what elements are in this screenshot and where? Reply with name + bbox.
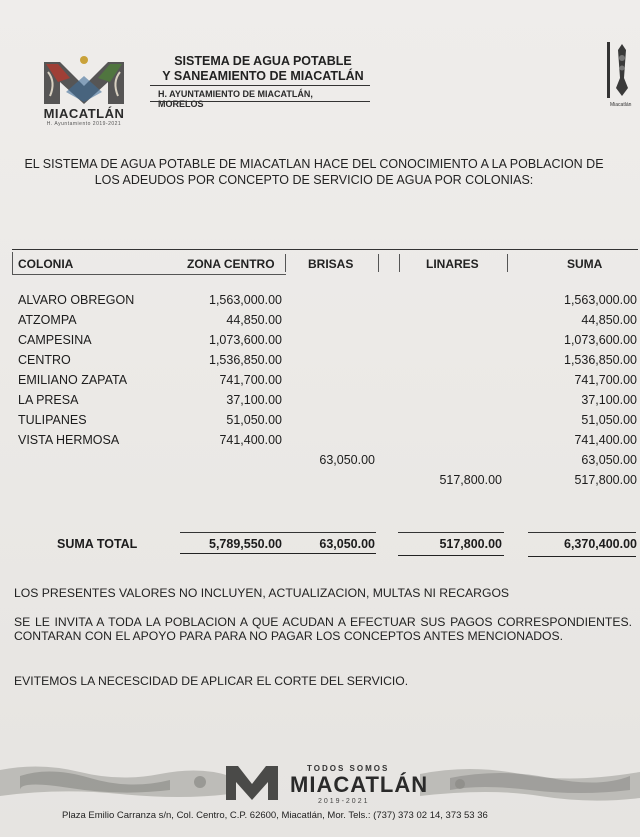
cell-zona-centro: 1,536,850.00	[209, 353, 282, 367]
seal-caption: Miacatlán	[610, 102, 632, 108]
cell-suma: 741,400.00	[574, 433, 637, 447]
table-row	[0, 393, 640, 413]
table-row	[0, 453, 640, 473]
logo-caption: MIACATLÁN	[43, 106, 125, 121]
cell-brisas: 63,050.00	[319, 453, 375, 467]
cell-suma: 1,563,000.00	[564, 293, 637, 307]
seal-icon	[606, 38, 636, 100]
header-zona-centro: ZONA CENTRO	[187, 257, 275, 271]
table-row	[0, 373, 640, 393]
table-row	[0, 313, 640, 333]
cell-zona-centro: 51,050.00	[226, 413, 282, 427]
cell-colonia: TULIPANES	[18, 413, 87, 427]
cell-zona-centro: 37,100.00	[226, 393, 282, 407]
total-underline	[528, 556, 636, 557]
header-colonia: COLONIA	[18, 257, 74, 271]
total-underline	[398, 555, 504, 556]
total-underline	[180, 553, 376, 554]
cell-linares: 517,800.00	[439, 473, 502, 487]
cell-suma: 37,100.00	[581, 393, 637, 407]
table-row	[0, 333, 640, 353]
cell-zona-centro: 1,563,000.00	[209, 293, 282, 307]
org-line-1: SISTEMA DE AGUA POTABLE	[174, 54, 352, 68]
header-separator	[507, 254, 508, 272]
total-rule	[180, 532, 376, 533]
cell-colonia: ATZOMPA	[18, 313, 77, 327]
cell-suma: 44,850.00	[581, 313, 637, 327]
cell-colonia: EMILIANO ZAPATA	[18, 373, 128, 387]
cell-suma: 51,050.00	[581, 413, 637, 427]
header-separator	[399, 254, 400, 272]
cell-zona-centro: 44,850.00	[226, 313, 282, 327]
cell-suma: 63,050.00	[581, 453, 637, 467]
cell-suma: 1,536,850.00	[564, 353, 637, 367]
table-row	[0, 293, 640, 313]
org-line-2: Y SANEAMIENTO DE MIACATLÁN	[162, 69, 364, 83]
cell-zona-centro: 1,073,600.00	[209, 333, 282, 347]
table-row	[0, 353, 640, 373]
cell-colonia: ALVARO OBREGON	[18, 293, 135, 307]
header-separator	[285, 254, 286, 272]
cell-zona-centro: 741,400.00	[219, 433, 282, 447]
total-label: SUMA TOTAL	[57, 537, 138, 551]
cell-colonia: CENTRO	[18, 353, 71, 367]
total-linares: 517,800.00	[439, 537, 502, 551]
cell-colonia: CAMPESINA	[18, 333, 92, 347]
total-rule	[528, 532, 636, 533]
total-zona-centro: 5,789,550.00	[209, 537, 282, 551]
header-suma: SUMA	[567, 257, 603, 271]
organization-name	[148, 54, 378, 84]
footer-address: Plaza Emilio Carranza s/n, Col. Centro, C.P. 62600, Miacatlán, Mor. Tels.: (737) 373 02 14, 373 53 36	[62, 810, 488, 821]
table-header	[12, 252, 638, 274]
miacatlan-logo	[36, 52, 132, 128]
cell-zona-centro: 741,700.00	[219, 373, 282, 387]
header-linares: LINARES	[426, 257, 479, 271]
note-invitation: SE LE INVITA A TODA LA POBLACION A QUE ACUDAN A EFECTUAR SUS PAGOS CORRESPONDIENTES. CONTARAN CON EL APOYO PARA PARA NO PAGAR LOS CONCEPTOS ANTES MENCIONADOS.	[14, 615, 632, 643]
cell-colonia: VISTA HERMOSA	[18, 433, 120, 447]
total-rule	[398, 532, 504, 533]
note-service-cut: EVITEMOS LA NECESCIDAD DE APLICAR EL CORTE DEL SERVICIO.	[14, 674, 409, 688]
footer-slogan: TODOS SOMOS	[307, 764, 390, 773]
header-rule	[150, 85, 370, 86]
footer-brand: MIACATLÁN	[290, 772, 429, 797]
total-suma: 6,370,400.00	[564, 537, 637, 551]
cell-suma: 517,800.00	[574, 473, 637, 487]
header-rule-2	[150, 101, 370, 102]
logo-years: H. Ayuntamiento 2019-2021	[46, 121, 122, 127]
intro-paragraph: EL SISTEMA DE AGUA POTABLE DE MIACATLAN HACE DEL CONOCIMIENTO A LA POBLACION DE LOS ADEUDOS POR CONCEPTO DE SERVICIO DE AGUA POR COLONIAS:	[24, 157, 604, 187]
total-brisas: 63,050.00	[319, 537, 375, 551]
cell-suma: 741,700.00	[574, 373, 637, 387]
organization-subtitle: H. AYUNTAMIENTO DE MIACATLÁN, MORELOS	[158, 89, 313, 109]
municipal-seal	[606, 38, 636, 110]
m-emblem-icon	[36, 52, 132, 108]
cell-colonia: LA PRESA	[18, 393, 79, 407]
header-brisas: BRISAS	[308, 257, 354, 271]
table-row	[0, 473, 640, 493]
footer-years: 2019-2021	[318, 798, 370, 805]
note-exclusions: LOS PRESENTES VALORES NO INCLUYEN, ACTUALIZACION, MULTAS NI RECARGOS	[14, 586, 510, 600]
header-separator	[378, 254, 379, 272]
table-row	[0, 433, 640, 453]
table-row	[0, 413, 640, 433]
table-top-rule	[12, 249, 638, 250]
cell-suma: 1,073,600.00	[564, 333, 637, 347]
